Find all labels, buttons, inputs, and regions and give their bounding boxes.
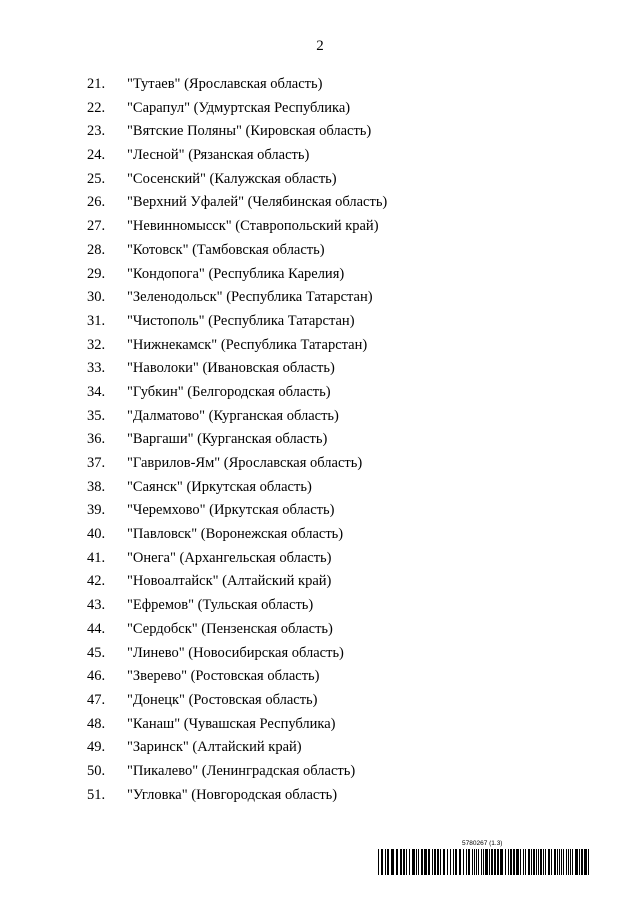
item-text: "Канаш" (Чувашская Республика) — [127, 715, 336, 732]
page-number: 2 — [316, 38, 324, 54]
item-number: 31. — [87, 312, 106, 329]
item-number: 39. — [87, 502, 106, 519]
list-item — [0, 621, 640, 645]
item-number: 50. — [87, 762, 106, 779]
item-text: "Онега" (Архангельская область) — [127, 549, 332, 566]
item-text: "Заринск" (Алтайский край) — [127, 739, 302, 756]
list-item — [0, 289, 640, 313]
item-number: 46. — [87, 668, 106, 685]
item-text: "Верхний Уфалей" (Челябинская область) — [127, 194, 388, 211]
list-item — [0, 573, 640, 597]
item-number: 29. — [87, 265, 106, 282]
item-text: "Линево" (Новосибирская область) — [127, 644, 344, 661]
list-item — [0, 455, 640, 479]
item-text: "Вятские Поляны" (Кировская область) — [127, 123, 372, 140]
list-item — [0, 692, 640, 716]
item-text: "Нижнекамск" (Республика Татарстан) — [127, 336, 368, 353]
item-number: 37. — [87, 455, 106, 471]
item-text: "Зеленодольск" (Республика Татарстан) — [127, 289, 373, 306]
item-text: "Губкин" (Белгородская область) — [127, 383, 331, 400]
list-item — [0, 76, 640, 100]
item-number: 22. — [87, 99, 106, 116]
settlement-list — [0, 76, 640, 810]
item-text: "Сарапул" (Удмуртская Республика) — [127, 99, 351, 116]
item-text: "Пикалево" (Ленинградская область) — [127, 762, 356, 779]
item-number: 24. — [87, 147, 106, 164]
list-item — [0, 242, 640, 266]
item-number: 26. — [87, 194, 106, 211]
list-item — [0, 266, 640, 290]
item-number: 34. — [87, 383, 106, 400]
list-item — [0, 123, 640, 147]
item-number: 35. — [87, 407, 106, 424]
item-text: "Тутаев" (Ярославская область) — [127, 76, 323, 92]
list-item — [0, 218, 640, 242]
list-item — [0, 645, 640, 669]
item-number: 21. — [87, 76, 106, 92]
list-item — [0, 408, 640, 432]
item-text: "Ефремов" (Тульская область) — [127, 597, 314, 614]
item-number: 32. — [87, 336, 106, 353]
item-number: 23. — [87, 123, 106, 140]
item-text: "Гаврилов-Ям" (Ярославская область) — [127, 455, 363, 471]
item-text: "Угловка" (Новгородская область) — [127, 786, 338, 803]
item-number: 33. — [87, 360, 106, 377]
item-text: "Котовск" (Тамбовская область) — [127, 241, 325, 258]
item-number: 27. — [87, 218, 106, 235]
document-code: 5780267 (1.3) — [462, 840, 503, 847]
item-text: "Донецк" (Ростовская область) — [127, 691, 318, 708]
item-text: "Кондопога" (Республика Карелия) — [127, 265, 345, 282]
item-number: 48. — [87, 715, 106, 732]
list-item — [0, 194, 640, 218]
list-item — [0, 313, 640, 337]
item-number: 42. — [87, 573, 106, 590]
list-item — [0, 502, 640, 526]
item-number: 28. — [87, 241, 106, 258]
item-text: "Наволоки" (Ивановская область) — [127, 360, 335, 377]
list-item — [0, 787, 640, 811]
item-text: "Невинномысск" (Ставропольский край) — [127, 218, 379, 235]
item-text: "Зверево" (Ростовская область) — [127, 668, 320, 685]
item-number: 40. — [87, 526, 106, 543]
item-text: "Саянск" (Иркутская область) — [127, 478, 312, 495]
item-number: 45. — [87, 644, 106, 661]
item-number: 44. — [87, 620, 106, 637]
item-number: 36. — [87, 431, 106, 448]
item-number: 51. — [87, 786, 106, 803]
list-item — [0, 147, 640, 171]
item-text: "Черемхово" (Иркутская область) — [127, 502, 335, 519]
list-item — [0, 360, 640, 384]
list-item — [0, 384, 640, 408]
item-number: 38. — [87, 478, 106, 495]
list-item — [0, 479, 640, 503]
list-item — [0, 337, 640, 361]
list-item — [0, 526, 640, 550]
list-item — [0, 431, 640, 455]
item-number: 30. — [87, 289, 106, 306]
item-text: "Сердобск" (Пензенская область) — [127, 620, 333, 637]
item-text: "Чистополь" (Республика Татарстан) — [127, 312, 355, 329]
list-item — [0, 668, 640, 692]
item-number: 43. — [87, 597, 106, 614]
list-item — [0, 100, 640, 124]
list-item — [0, 763, 640, 787]
item-number: 41. — [87, 549, 106, 566]
item-text: "Новоалтайск" (Алтайский край) — [127, 573, 332, 590]
barcode — [378, 849, 590, 875]
item-text: "Варгаши" (Курганская область) — [127, 431, 328, 448]
item-number: 49. — [87, 739, 106, 756]
list-item — [0, 716, 640, 740]
item-text: "Сосенский" (Калужская область) — [127, 170, 337, 187]
list-item — [0, 550, 640, 574]
item-text: "Павловск" (Воронежская область) — [127, 526, 344, 543]
list-item — [0, 171, 640, 195]
item-text: "Лесной" (Рязанская область) — [127, 147, 310, 164]
item-number: 25. — [87, 170, 106, 187]
item-number: 47. — [87, 691, 106, 708]
list-item — [0, 597, 640, 621]
item-text: "Далматово" (Курганская область) — [127, 407, 339, 424]
list-item — [0, 739, 640, 763]
